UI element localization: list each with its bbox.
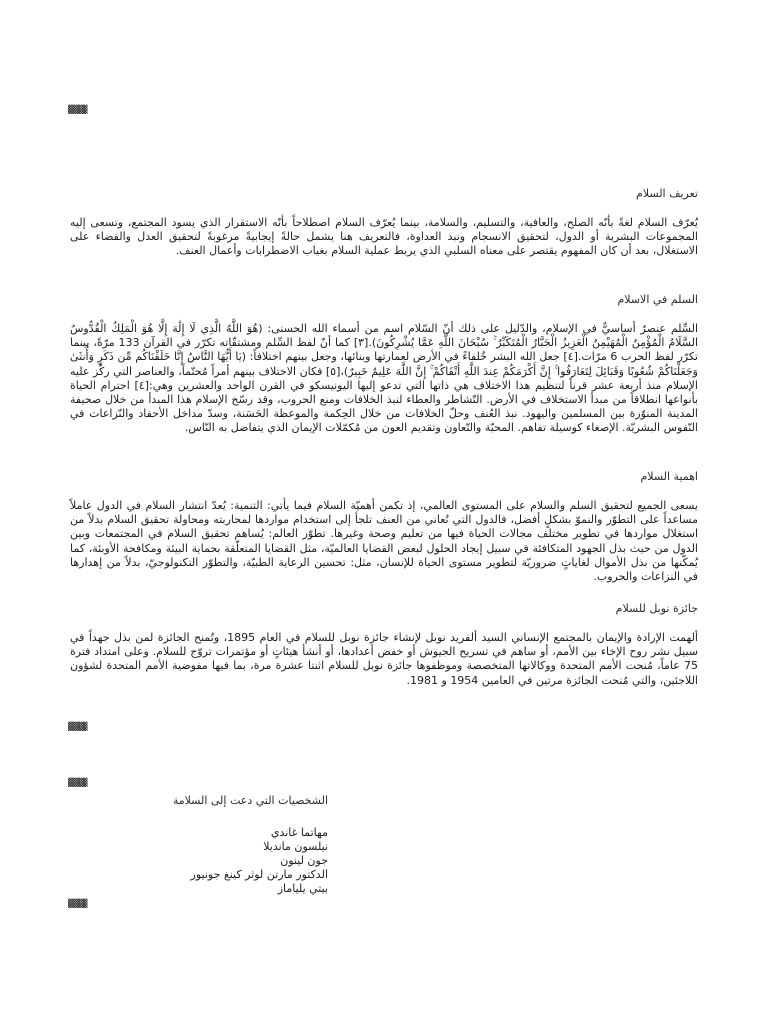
section-paragraph-islam: السِّلم عنصرٌ أساسيٌّ في الإسلام، والدّليل على ذلك أنّ السّلام اسم من أسماء الله الحسنى: (هُوَ اللَّهُ الَّذِي لَا إِلَٰهَ إِلَّا هُوَ الْمَلِكُ الْقُدُّوسُ السَّلَامُ الْمُؤْمِنُ الْمُهَيْمِنُ الْعَزِيزُ الْجَبَّارُ الْمُتَكَبِّرُ ۚ سُبْحَانَ اللَّهِ عَمَّا يُشْرِكُونَ).[٣] كما أنّ لفظ السِّلم ومشتقّاته تكرّر في القرآن 133 مرّةً، بينما تكرّر لفظ الحرب 6 مرّات.[٤] جعل الله البشر خُلفاءً في الأرض لعمارتها وبنائها، وجعل بينهم اختلافاً: (يَا أَيُّهَا النَّاسُ إِنَّا خَلَقْنَاكُم مِّن ذَكَرٍ وَأُنثَىٰ وَجَعَلْنَاكُمْ شُعُوبًا وَقَبَائِلَ لِتَعَارَفُوا ۚ إِنَّ أَكْرَمَكُمْ عِندَ اللَّهِ أَتْقَاكُمْ ۚ إِنَّ اللَّهَ عَلِيمٌ خَبِيرٌ)،[٥] فكان الاختلاف بينهم أمراً مُحتّماً، والعناصر التي ركّز عليه الإسلام منذ أربعة عشر قرناً لتنظيم هذا الاختلاف هي ذاتها التي تدعو إليها اليونيسكو في القرن الواحد والعشرين وهي:[٤] احترام الحياة بأنواعها انطلاقاً من مبدأ الاستخلاف في الأرض. التّشاطر والعطاء لنبذ الخلافات ومنع الحروب، وقد رسّخ الإسلام هذا المبدأ من خلال صحيفة المدينة المنوّرة بين المسلمين واليهود. نبذ العُنف وحلّ الخلافات من خلال الحِكمة والموعظة الحَسَنة، وسدّ مداخل الأحقاد والنّزاعات في النّفوس البشريّة. الإصغاء كوسيلة تفاهم. المحبّة والتّعاون وتقديم العون من مُكمّلات الإيمان الذي يتفاضل به النّاس. (70, 322, 699, 435)
section-heading-figures: الشخصيات التي دعت إلى السلامة (172, 794, 328, 807)
section-heading-nobel: جائزة نوبل للسلام (615, 602, 698, 615)
list-item: نيلسون مانديلا (263, 840, 328, 853)
section-paragraph-importance: يسعى الجميع لتحقيق السلم والسلام على المستوى العالمي، إذ تكمن أهميّة السلام فيما يأتي: التنمية: يُعدّ انتشار السلام في الدول عاملاً مساعداً على التطوّر والنموّ بشكلٍ أفضل، فالدول التي تُعاني من العنف تلجأ إلى استخدام مواردها لمحاربته ومحاولة تحقيق السلام بدلاً من استغلال مواردها في تطوير مختلف مجالات الحياة فيها من تعليم وصحة وغيرها. تطوّر العالم: يُساهم تحقيق السلام في المجتمعات وبين الدول من حيث بذل الجهود المتكافئة في سبيل إيجاد الحلول لبعض القضايا العالميّة، مثل القضايا المتعلّقة بحماية البيئة ومكافحة الأوبئة، كما يُمكّنها من بذل الأموال لغاياتٍ ضروريّة لتطوير مستوى الحياة للإنسان، مثل: تحسين الرعاية الطبيّة، والتطوّر التكنولوجيّ، بدلاً من إهدارها في النزاعات والحروب. (70, 499, 698, 584)
section-heading-definition: تعريف السلام (636, 187, 698, 200)
list-item: بيتي يلياماز (277, 882, 328, 895)
placeholder-glyph: ▓▓▓▓ (68, 899, 88, 908)
section-heading-importance: اهمية السلام (640, 470, 698, 483)
list-item: الدكتور مارتن لوثر كينغ جونيور (190, 868, 328, 881)
section-paragraph-definition: يُعرّف السلام لغةً بأنّه الصلح، والعافية، والتسليم، والسلامة، بينما يُعرّف السلام اصطلاحاً بأنّه الاستقرار الذي يسود المجتمع، وتسعى إليه المجموعات البشرية أو الدول، لتحقيق الانسجام ونبذ العداوة، فالتعريف هنا يشمل حالةً إيجابيةً مرغوبةً لتحقيق العدل والقضاء على الاستغلال، بعد أن كان المفهوم يقتصر على معناه السلبي الذي يربط عملية السلام بغياب الاضطرابات وأعمال العنف. (70, 216, 698, 258)
list-item: جون لينون (280, 854, 328, 867)
section-paragraph-nobel: ألهمت الإرادة والإيمان بالمجتمع الإنساني السيد ألفريد نوبل لإنشاء جائزة نوبل للسلام في العام 1895، وتُمنح الجائزة لمن بذل جهداً في سبيل نشر روح الإخاء بين الأمم، أو ساهم في تسريح الجيوش أو خفض أعدادها، أو أنشأ هيئاتٍ أو مؤتمرات تروّج للسلام. وعلى امتداد فترة 75 عاماً، مُنحت الأمم المتحدة ووكالاتها المتخصصة وموظفوها جائزة نوبل للسلام اثنتا عشرة مرة، بما فيها مفوضية الأمم المتحدة لشؤون اللاجئين، والتي مُنحت الجائزة مرتين في العامين 1954 و 1981. (70, 631, 698, 687)
section-heading-islam: السلم في الاسلام (617, 293, 698, 306)
placeholder-glyph: ▓▓▓▓ (68, 105, 88, 114)
figures-list (68, 826, 328, 896)
placeholder-glyph: ▓▓▓▓ (68, 722, 88, 731)
list-item: مهاتما غاندي (270, 826, 328, 839)
placeholder-glyph: ▓▓▓▓ (68, 778, 88, 787)
